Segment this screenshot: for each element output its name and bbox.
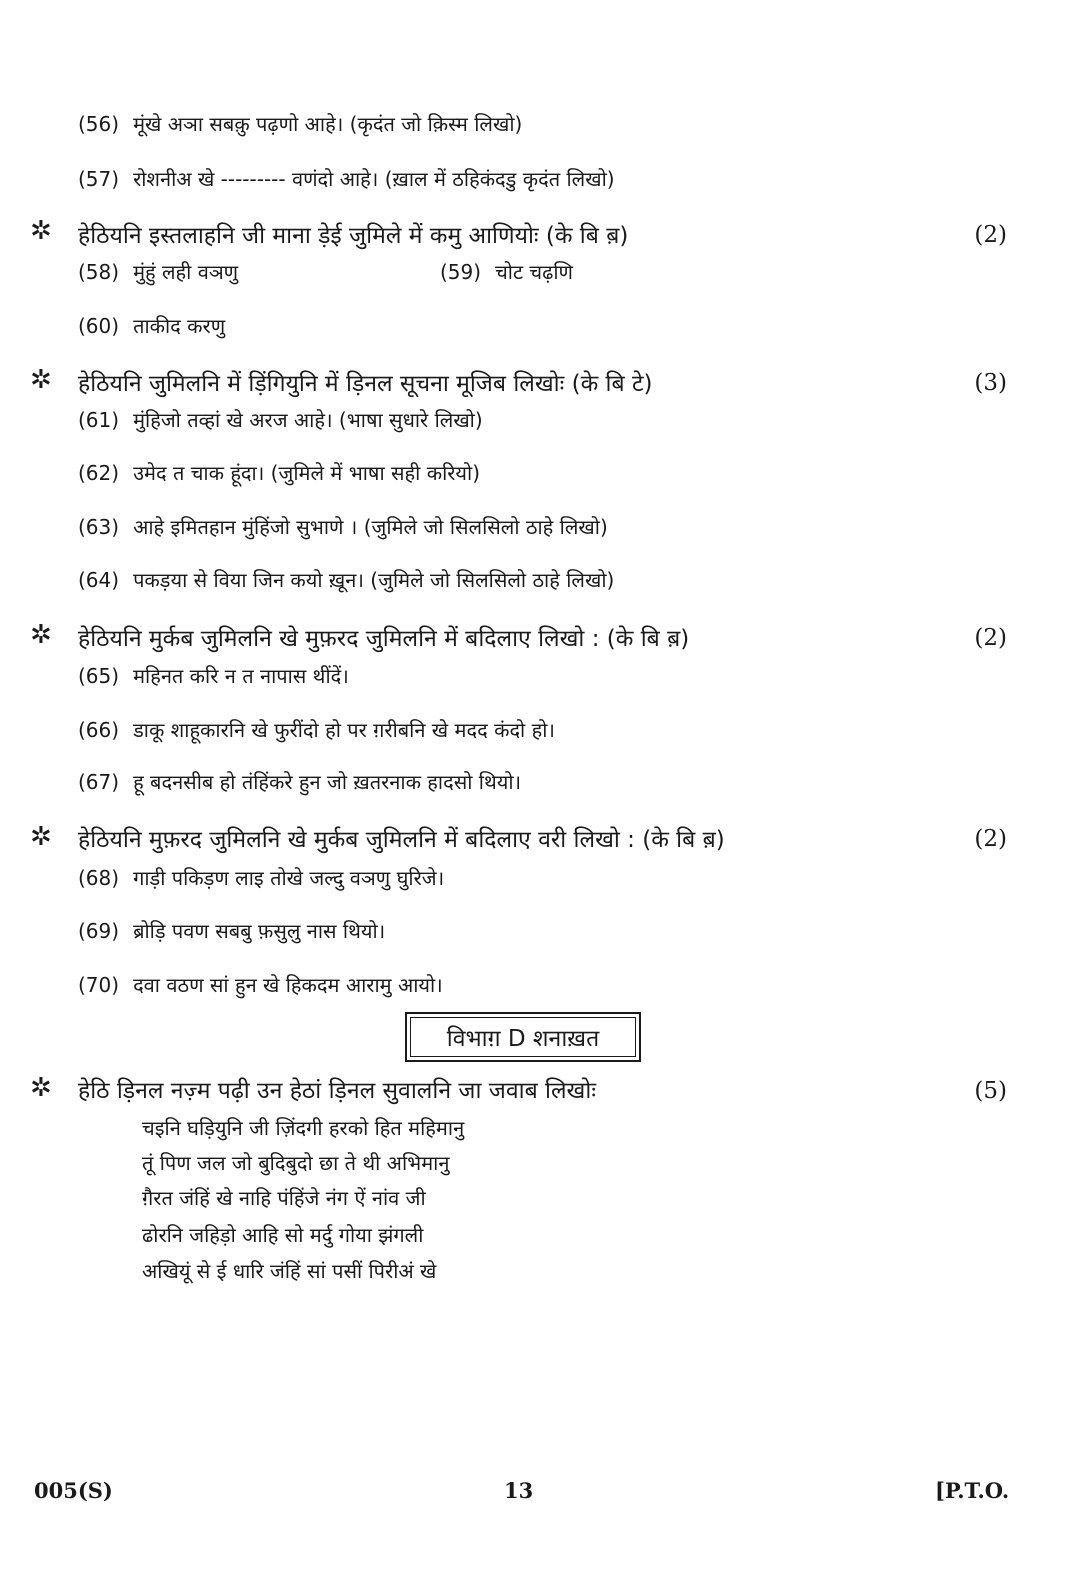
question-57: [78, 165, 615, 192]
marks: (2): [974, 222, 1007, 248]
question-text: ब्रोड़ि पवण सबबु फ़सुलु नास थियो।: [133, 919, 386, 943]
question-61: [78, 406, 483, 433]
asterisk-icon: ✲: [30, 620, 52, 650]
question-text: उमेद त चाक हूंदा। (जुमिले में भाषा सही करियो): [133, 461, 481, 485]
marks: (5): [974, 1078, 1007, 1104]
question-number: (61): [78, 408, 120, 432]
question-number: (65): [78, 664, 120, 688]
question-number: (57): [78, 167, 120, 191]
question-63: [78, 513, 608, 540]
question-text: ताकीद करणु: [133, 314, 226, 338]
question-number: (64): [78, 568, 120, 592]
poem-line: तूं पिण जल जो बुदिबुदो छा ते थी अभिमानु: [142, 1151, 450, 1175]
question-58: [78, 258, 238, 285]
question-text: डाकू शाहूकारनि खे फुरींदो हो पर ग़रीबनि खे मदद कंदो हो।: [133, 718, 555, 742]
question-number: (58): [78, 260, 120, 284]
asterisk-icon: ✲: [30, 1073, 52, 1103]
question-69: [78, 917, 385, 944]
instruction-simple-to-compound: हेठियनि मुफ़रद जुमिलनि खे मुर्कब जुमिलनि में बदिलाए वरी लिखो : (के बि ब़): [78, 827, 725, 853]
poem-line: चइनि घड़ियुनि जी ज़िंदगी हरको हित महिमानु: [142, 1116, 465, 1140]
question-number: (68): [78, 866, 120, 890]
asterisk-icon: ✲: [30, 216, 52, 246]
question-64: [78, 566, 614, 593]
question-text: मुंहुं लही वञणु: [133, 260, 239, 284]
question-59: [440, 258, 573, 285]
section-title: विभाग़ D शनाख़त: [446, 1026, 600, 1052]
box-border: [410, 1017, 636, 1057]
question-text: रोशनीअ खे --------- वणंदो आहे। (ख़ाल में ठहिकंदडु कृदंत लिखो): [133, 167, 615, 191]
marks: (2): [974, 625, 1007, 651]
question-67: [78, 768, 521, 795]
question-70: [78, 971, 443, 998]
question-number: (56): [78, 112, 120, 136]
question-56: [78, 110, 522, 137]
poem-line: ढोरनि जहिड़ो आहि सो मर्दु गोया झंगली: [142, 1223, 424, 1247]
question-text: महिनत करि न त नापास थींदें।: [133, 664, 349, 688]
poem-line: अखियूं से ई धारि जंहिं सां पसीं पिरीअं खे: [142, 1259, 437, 1283]
question-number: (60): [78, 314, 120, 338]
question-65: [78, 662, 349, 689]
question-text: आहे इमितहान मुंहिंजो सुभाणे । (जुमिले जो सिलसिलो ठाहे लिखो): [133, 515, 608, 539]
question-text: दवा वठण सां हुन खे हिकदम आरामु आयो।: [133, 973, 443, 997]
question-text: मुंहिजो तव्हां खे अरज आहे। (भाषा सुधारे लिखो): [133, 408, 483, 432]
question-number: (69): [78, 919, 120, 943]
asterisk-icon: ✲: [30, 365, 52, 395]
question-text: हू बदनसीब हो तंहिंकरे हुन जो ख़तरनाक हादसो थियो।: [133, 770, 522, 794]
question-number: (67): [78, 770, 120, 794]
instruction-idioms: हेठियनि इस्तलाहनि जी माना ड़ेई जुमिले में कमु आणियोः (के बि ब़): [78, 223, 629, 249]
question-text: मूंखे अञा सबक़ु पढ़णो आहे। (कृदंत जो क़िस्म लिखो): [133, 112, 523, 136]
instruction-poem: हेठि ड़िनल नज़्म पढ़ी उन हेठां ड़िनल सुवालनि जा जवाब लिखोः: [78, 1078, 596, 1104]
question-number: (70): [78, 973, 120, 997]
pto-note: [P.T.O.: [935, 1478, 1010, 1503]
question-62: [78, 459, 480, 486]
question-68: [78, 864, 444, 891]
instruction-compound-to-simple: हेठियनि मुर्कब जुमिलनि खे मुफ़रद जुमिलनि में बदिलाए लिखो : (के बि ब़): [78, 626, 690, 652]
question-text: चोट चढ़णि: [495, 260, 573, 284]
section-heading-box: [405, 1012, 641, 1062]
paper-code: 005(S): [34, 1478, 113, 1503]
poem-line: ग़ैरत जंहिं खे नाहि पंहिंजे नंग ऐं नांव जी: [142, 1186, 426, 1210]
question-number: (63): [78, 515, 120, 539]
asterisk-icon: ✲: [30, 822, 52, 852]
question-number: (59): [440, 260, 482, 284]
instruction-brackets: हेठियनि जुमिलनि में ड़िंगियुनि में ड़िनल सूचना मूजिब लिखोः (के बि टे): [78, 371, 653, 397]
question-60: [78, 312, 225, 339]
question-text: पकड़या से विया जिन कयो ख़ून। (जुमिले जो सिलसिलो ठाहे लिखो): [133, 568, 615, 592]
question-number: (62): [78, 461, 120, 485]
question-number: (66): [78, 718, 120, 742]
marks: (3): [974, 370, 1007, 396]
question-text: गाड़ी पकिड़ण लाइ तोखे जल्दु वञणु घुरिजे।: [133, 866, 445, 890]
marks: (2): [974, 826, 1007, 852]
page-number: 13: [504, 1478, 534, 1503]
question-66: [78, 716, 555, 743]
